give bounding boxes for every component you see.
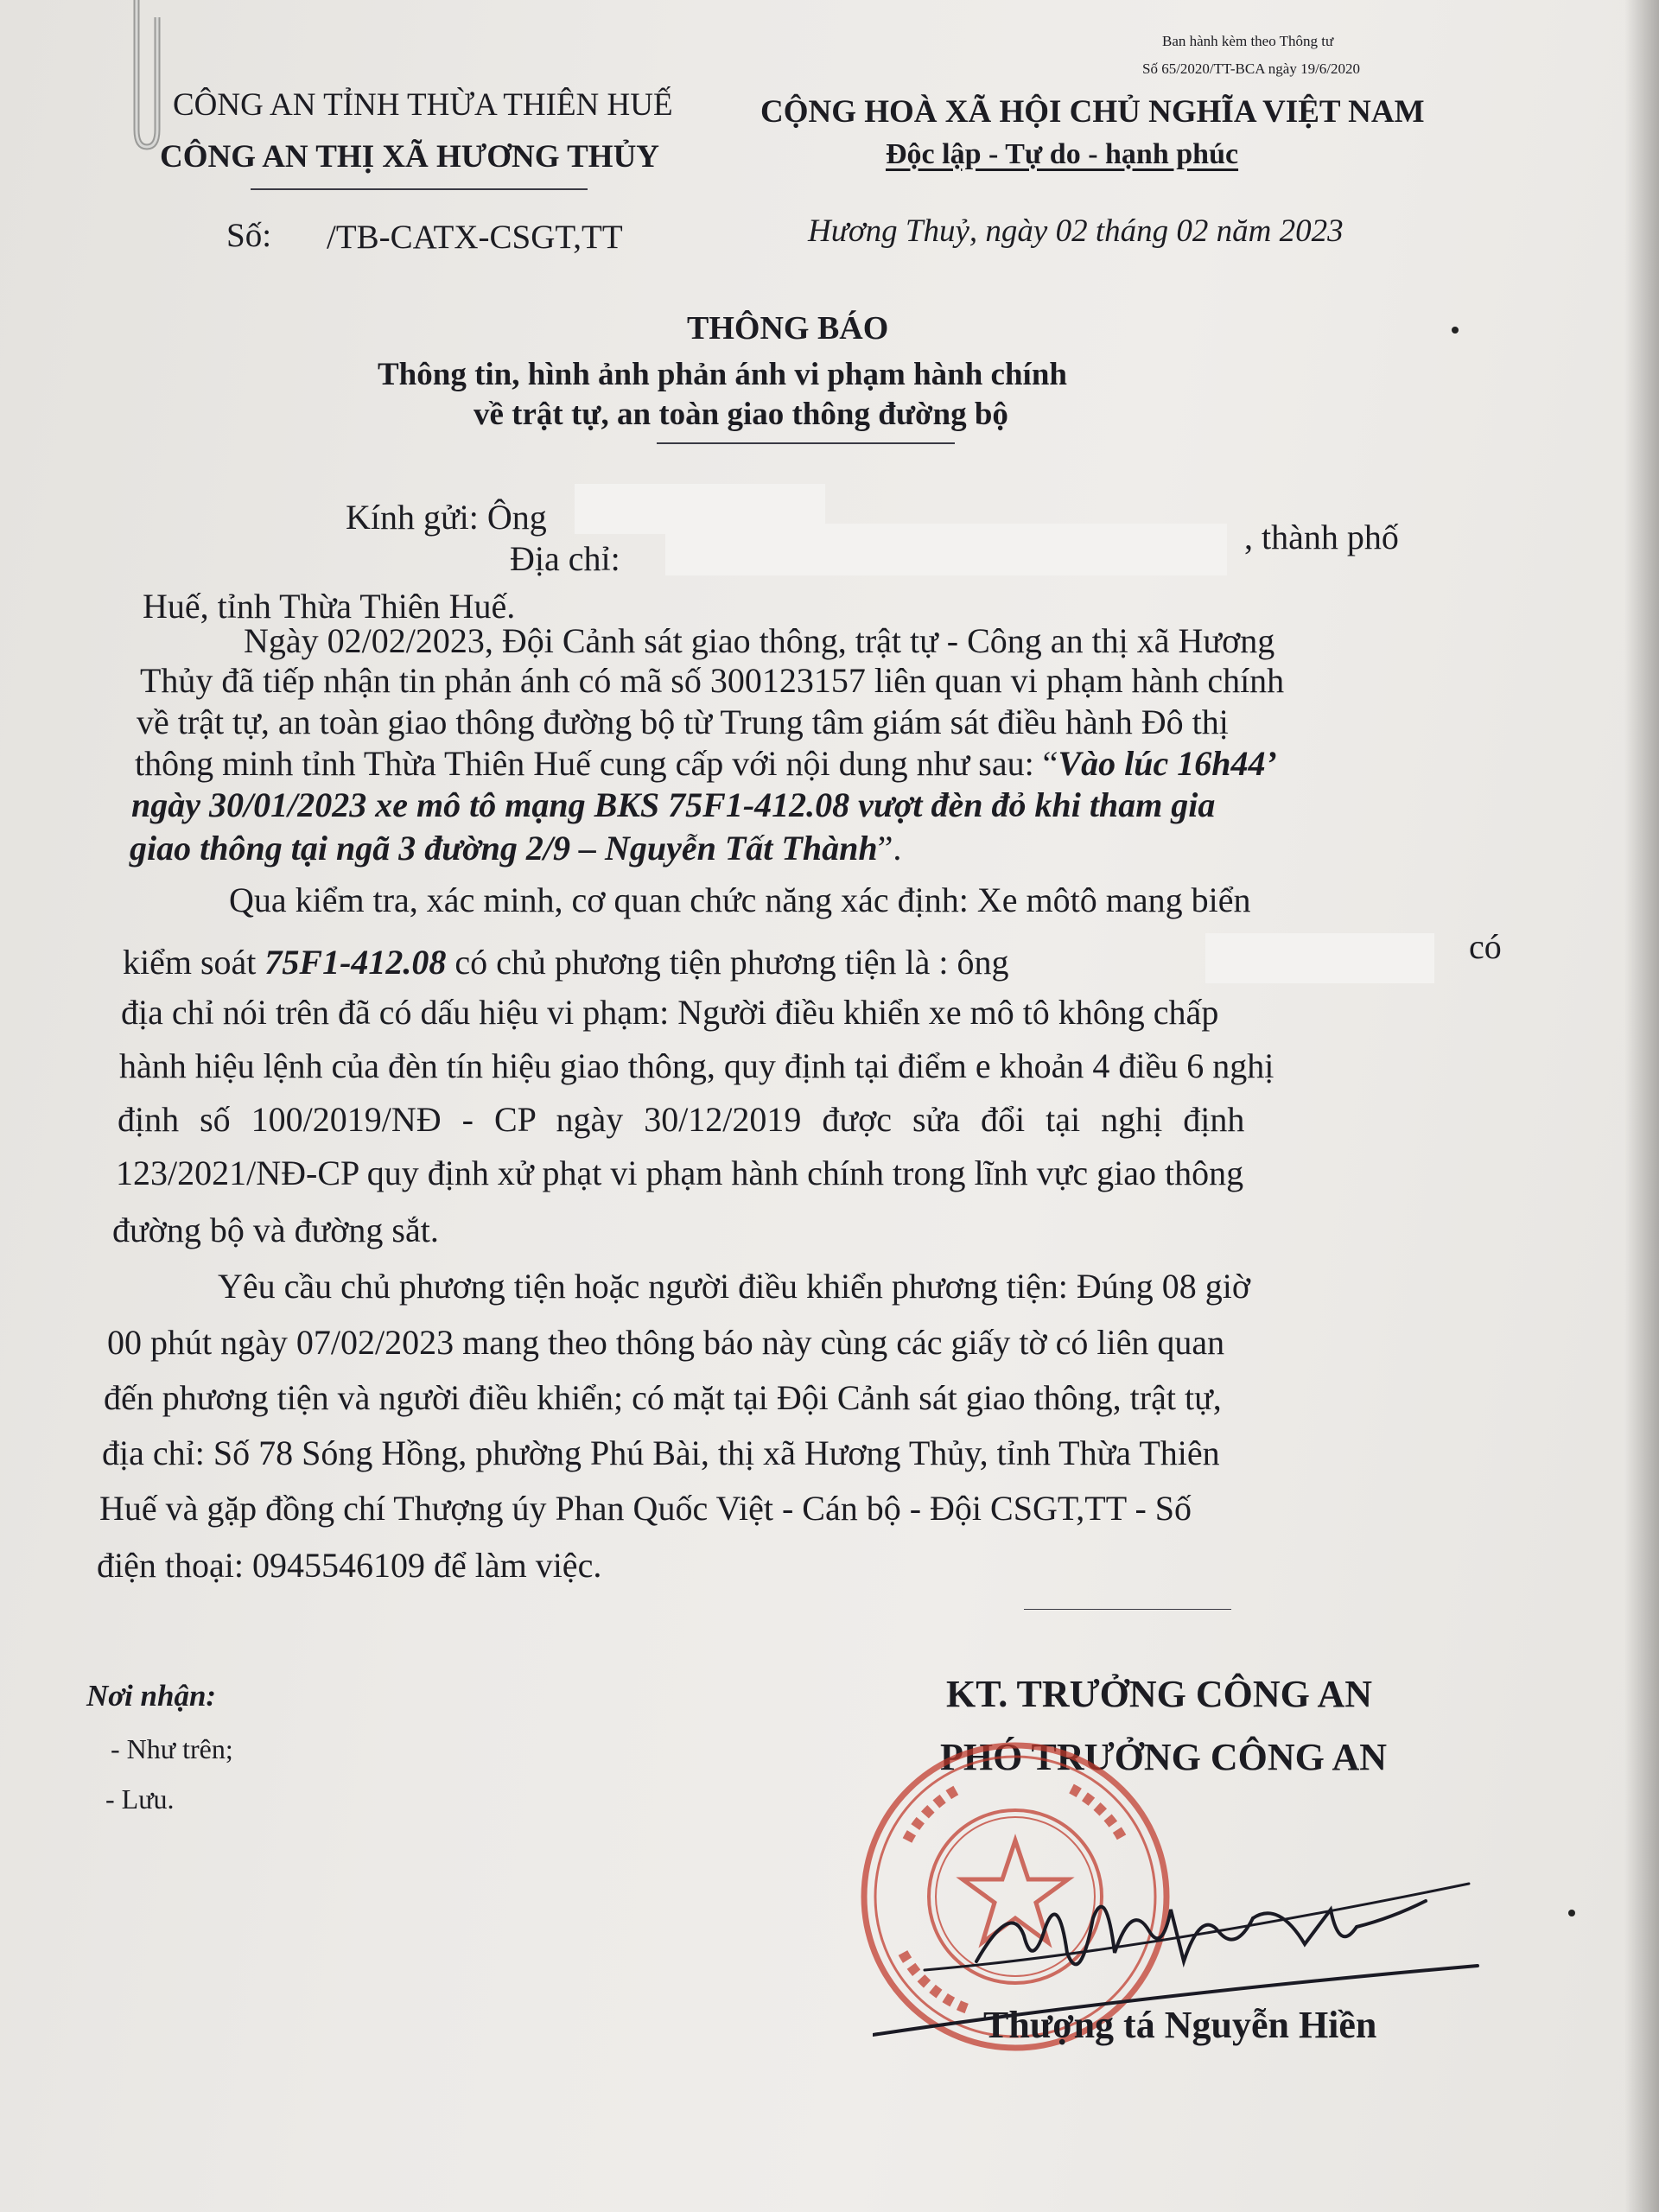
p3-line3: đến phương tiện và người điều khiển; có mặt tại Đội Cảnh sát giao thông, trật tự, (104, 1378, 1222, 1417)
address-label: Địa chỉ: (510, 539, 620, 578)
ink-speck (1568, 1910, 1575, 1916)
p1-line4 (135, 743, 1277, 784)
p1-line4-quote: Vào lúc 16h44’ (1058, 744, 1277, 783)
p2-line7: đường bộ và đường sắt. (112, 1211, 439, 1249)
agency-underline (251, 188, 588, 190)
p2-line2-end: có (1469, 927, 1502, 966)
signer-name: Thượng tá Nguyễn Hiền (983, 2004, 1377, 2046)
p2-line1: Qua kiểm tra, xác minh, cơ quan chức năng xác định: Xe môtô mang biển (229, 880, 1251, 919)
p2-line2-c: có chủ phương tiện phương tiện là : ông (446, 943, 1009, 982)
doc-number: /TB-CATX-CSGT,TT (327, 219, 623, 256)
p2-line6: 123/2021/NĐ-CP quy định xử phạt vi phạm hành chính trong lĩnh vực giao thông (116, 1154, 1244, 1192)
p1-line5: ngày 30/01/2023 xe mô tô mạng BKS 75F1-412.08 vượt đèn đỏ khi tham gia (131, 785, 1216, 824)
p3-line6: điện thoại: 0945546109 để làm việc. (97, 1546, 602, 1585)
p1-line4-text: thông minh tỉnh Thừa Thiên Huế cung cấp với nội dung như sau: “ (135, 744, 1058, 783)
agency-parent: CÔNG AN TỈNH THỪA THIÊN HUẾ (173, 87, 673, 123)
redacted-address (665, 524, 1227, 575)
p1-line1: Ngày 02/02/2023, Đội Cảnh sát giao thông, trật tự - Công an thị xã Hương (244, 621, 1275, 660)
motto-text: Độc lập - Tự do - hạnh phúc (886, 138, 1239, 170)
place-date: Hương Thuỷ, ngày 02 tháng 02 năm 2023 (808, 213, 1344, 249)
ink-speck (1452, 327, 1459, 334)
doc-number-label: Số: (226, 217, 272, 254)
p3-line2: 00 phút ngày 07/02/2023 mang theo thông báo này cùng các giấy tờ có liên quan (107, 1323, 1225, 1362)
section-divider (1024, 1609, 1231, 1610)
recipient-item-2: - Lưu. (105, 1783, 175, 1815)
doc-title: THÔNG BÁO (687, 310, 889, 346)
recipients-title: Nơi nhận: (86, 1679, 217, 1713)
p3-line1: Yêu cầu chủ phương tiện hoặc người điều khiển phương tiện: Đúng 08 giờ (218, 1267, 1250, 1306)
agency-name: CÔNG AN THỊ XÃ HƯƠNG THỦY (160, 139, 660, 175)
nation-title: CỘNG HOÀ XÃ HỘI CHỦ NGHĨA VIỆT NAM (760, 94, 1425, 130)
p1-line6 (130, 828, 901, 868)
p2-line2 (123, 942, 1009, 982)
p2-line3: địa chỉ nói trên đã có dấu hiệu vi phạm: Người điều khiển xe mô tô không chấp (121, 993, 1219, 1032)
doc-subtitle-2: về trật tự, an toàn giao thông đường bộ (474, 397, 1008, 432)
doc-subtitle-1: Thông tin, hình ảnh phản ánh vi phạm hành chính (378, 357, 1067, 392)
recipient-item-1: - Như trên; (111, 1733, 233, 1764)
p3-line4: địa chỉ: Số 78 Sóng Hồng, phường Phú Bài, thị xã Hương Thủy, tỉnh Thừa Thiên (102, 1433, 1220, 1472)
motto (886, 138, 1238, 171)
p3-line5: Huế và gặp đồng chí Thượng úy Phan Quốc Việt - Cán bộ - Đội CSGT,TT - Số (99, 1489, 1192, 1528)
signature-title-1: KT. TRƯỞNG CÔNG AN (946, 1673, 1373, 1715)
circular-note-line1: Ban hành kèm theo Thông tư (1162, 33, 1334, 49)
p2-line5: định số 100/2019/NĐ - CP ngày 30/12/2019 được sửa đổi tại nghị định (118, 1100, 1245, 1139)
subtitle-underline (657, 442, 955, 444)
greeting: Kính gửi: Ông (346, 498, 547, 537)
p2-line4: hành hiệu lệnh của đèn tín hiệu giao thông, quy định tại điểm e khoản 4 điều 6 nghị (119, 1046, 1274, 1085)
p2-line2-a: kiểm soát (123, 943, 265, 982)
redacted-owner (1205, 933, 1434, 983)
address-suffix: , thành phố (1244, 518, 1399, 556)
plate-number: 75F1-412.08 (264, 943, 447, 982)
p1-line6-end: ”. (877, 829, 902, 868)
p1-line6-quote: giao thông tại ngã 3 đường 2/9 – Nguyễn Tất Thành (130, 829, 878, 868)
page-edge-shadow (1624, 0, 1659, 2212)
address-line2: Huế, tỉnh Thừa Thiên Huế. (143, 587, 516, 626)
signature-title-2: PHÓ TRƯỞNG CÔNG AN (940, 1736, 1388, 1778)
p1-line2: Thủy đã tiếp nhận tin phản ánh có mã số 300123157 liên quan vi phạm hành chính (140, 661, 1285, 700)
circular-note-line2: Số 65/2020/TT-BCA ngày 19/6/2020 (1142, 60, 1361, 77)
p1-line3: về trật tự, an toàn giao thông đường bộ từ Trung tâm giám sát điều hành Đô thị (137, 702, 1229, 741)
